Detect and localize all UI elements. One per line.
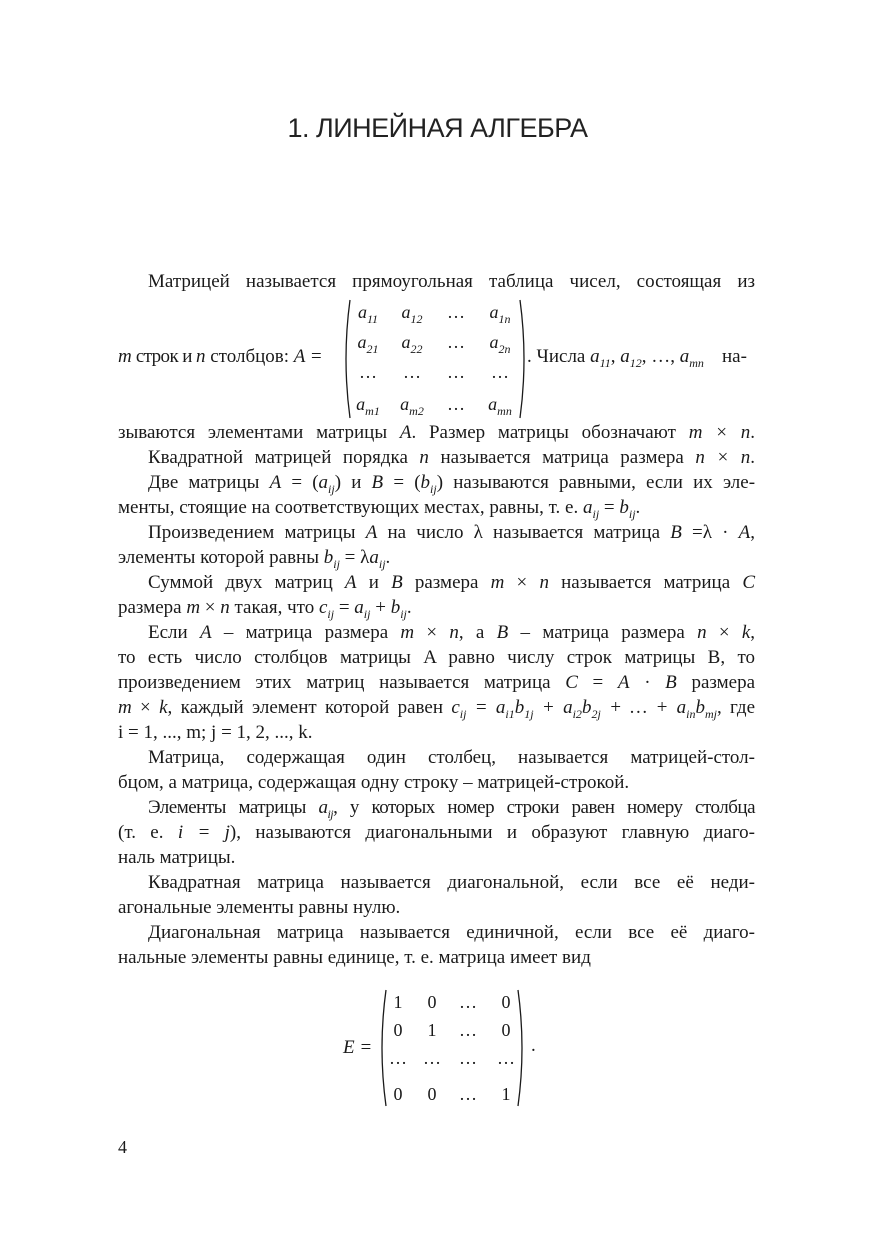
p6-line4: m × k, каждый элемент которой равен $c_{ij} = a_{i1}b_{1j} + a_{i2}b_{2j}$ + … + $a_{in}b_{mj}$, где [118,697,756,721]
matrix-cell: … [447,302,465,322]
matrix-cell: … [459,1084,477,1104]
p6-line1: Если A – матрица размера m × n, а B – матрица размера n × k, [148,622,756,643]
matrix-cell: … [423,1048,441,1068]
p5-line2: размера m × n такая, что $c_{ij} = a_{ij} + b_{ij}$. [118,597,412,621]
matrix-cell: $a_{11}$ [357,302,379,326]
matrix-e [376,988,528,1108]
p1-line1: Матрицей называется прямоугольная таблица чисел, состоящая из [148,271,755,292]
matrix-cell: 0 [393,1020,403,1040]
matrix-cell: 0 [427,1084,437,1104]
p1-na: на- [722,346,747,367]
page-number: 4 [118,1137,127,1157]
matrix-cell: $a_{mn}$ [488,394,512,418]
p3-line2: менты, стоящие на соответствующих местах, равны, т. е. $a_{ij} = b_{ij}$. [118,497,641,521]
matrix-cell: 0 [501,992,511,1012]
matrix-cell: $a_{22}$ [401,332,423,356]
p4-line2: элементы которой равны $b_{ij} = \lambda a_{ij}$. [118,547,391,571]
matrix-cell: … [359,362,377,382]
matrix-cell: … [459,1020,477,1040]
p9-line1: Квадратная матрица называется диагональной, если все её неди- [148,872,755,893]
matrix-a [340,298,530,420]
matrix-cell: $a_{21}$ [357,332,379,356]
matrix-cell: … [497,1048,515,1068]
matrix-e-period: . [531,1035,536,1056]
matrix-cell: $a_{1n}$ [489,302,511,326]
p6-line5: i = 1, ..., m; j = 1, 2, ..., k. [118,722,313,743]
p10-line1: Диагональная матрица называется единичной, если все её диаго- [148,922,755,943]
matrix-cell: 0 [501,1020,511,1040]
p6-line3: произведением этих матриц называется матрица C = A · B размера [118,672,755,693]
matrix-cell: $a_{m2}$ [400,394,424,418]
matrix-cell: … [389,1048,407,1068]
matrix-cell: 0 [427,992,437,1012]
p7-line1: Матрица, содержащая один столбец, называется матрицей-стол- [148,747,755,768]
p8-line3: наль матрицы. [118,847,236,868]
p10-line2: нальные элементы равны единице, т. е. матрица имеет вид [118,947,591,968]
p8-line1: Элементы матрицы $a_{ij}$, у которых номер строки равен номеру столбца [148,797,756,821]
matrix-cell: … [491,362,509,382]
matrix-cell: 1 [501,1084,511,1104]
matrix-cell: … [447,362,465,382]
matrix-cell: … [459,1048,477,1068]
matrix-cell: $a_{12}$ [401,302,423,326]
matrix-cell: 0 [393,1084,403,1104]
matrix-cell: … [447,332,465,352]
p2-line: Квадратной матрицей порядка n называется матрица размера n × n. [148,447,756,468]
matrix-cell: 1 [393,992,403,1012]
matrix-e-label: E = [343,1037,373,1058]
p1-line3: зываются элементами матрицы A. Размер матрицы обозначают m × n. [118,422,756,443]
chapter-title: 1. ЛИНЕЙНАЯ АЛГЕБРА [287,113,588,143]
p6-line2: то есть число столбцов матрицы A равно числу строк матрицы B, то [118,647,755,668]
matrix-cell: 1 [427,1020,437,1040]
p1-line2-suffix: . Числа $a_{11}$, $a_{12}$, …, $a_{mn}$ [527,346,704,370]
matrix-cell: $a_{m1}$ [356,394,380,418]
p7-line2: бцом, а матрица, содержащая одну строку – матрицей-строкой. [118,772,630,793]
p4-line1: Произведением матрицы A на число λ называется матрица B =λ · A, [148,522,756,543]
p9-line2: агональные элементы равны нулю. [118,897,401,918]
matrix-cell: … [403,362,421,382]
matrix-cell: … [459,992,477,1012]
matrix-cell: $a_{2n}$ [489,332,511,356]
p5-line1: Суммой двух матриц A и B размера m × n называется матрица C [148,572,756,593]
p1-line2-prefix: m строк и n столбцов: A = [118,346,323,367]
matrix-cell: … [447,394,465,414]
p3-line1: Две матрицы $A = (a_{ij})$ и $B = (b_{ij})$ называются равными, если их эле- [148,472,756,496]
p8-line2: (т. е. i = j), называются диагональными и образуют главную диаго- [118,822,755,843]
